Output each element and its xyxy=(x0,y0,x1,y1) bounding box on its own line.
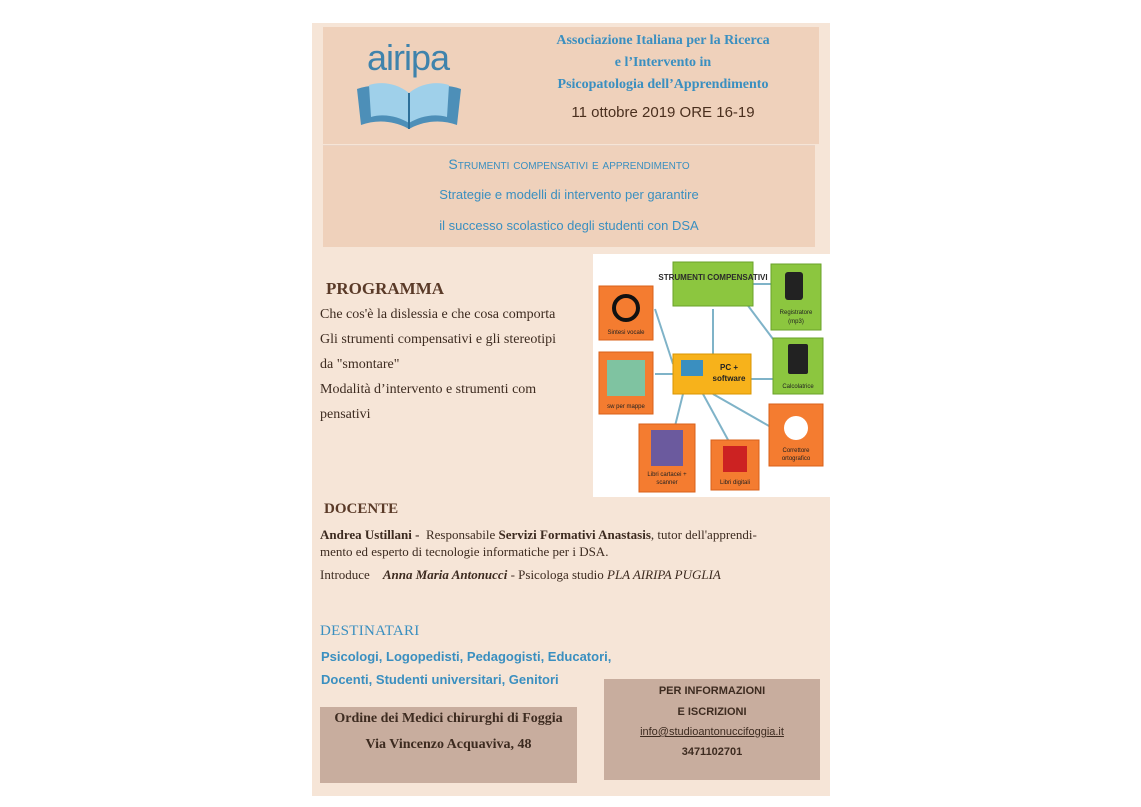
info-phone: 3471102701 xyxy=(681,746,743,758)
svg-text:STRUMENTI COMPENSATIVI xyxy=(658,273,767,282)
destinatari-line-1: Psicologi, Logopedisti, Pedagogisti, Educatori, xyxy=(321,649,612,664)
pc-label-1: PC + xyxy=(719,363,739,372)
correttore-label-2: ortografico xyxy=(781,456,811,462)
books-icon xyxy=(651,430,683,466)
assoc-line-3: Psicopatologia dell’Apprendimento xyxy=(557,77,769,92)
programma-line: Modalità d’intervento e strumenti com xyxy=(320,382,537,397)
correttore-label: Correttore xyxy=(782,448,810,454)
pc-monitor-icon xyxy=(681,360,703,376)
info-box xyxy=(604,679,820,780)
docente-role-pre: Responsabile xyxy=(425,527,496,542)
libri-label: Libri cartacei + xyxy=(647,472,687,478)
assoc-line-1: Associazione Italiana per la Ricerca xyxy=(556,33,770,48)
flyer xyxy=(312,23,830,796)
sintesi-label: Sintesi vocale xyxy=(607,330,645,336)
mp3-player-icon xyxy=(785,272,803,300)
assoc-line-2: e l’Intervento in xyxy=(614,55,712,70)
registratore-label: Registratore xyxy=(779,310,813,316)
destinatari-heading: DESTINATARI xyxy=(320,623,420,639)
subtitle-line-2: Strategie e modelli di intervento per garantire xyxy=(439,187,699,202)
event-date: 11 ottobre 2019 ORE 16-19 xyxy=(571,104,755,121)
introduce-line xyxy=(320,567,721,583)
spellcheck-icon xyxy=(784,416,808,440)
pc-label-2: software xyxy=(712,374,746,383)
intro-studio: PLA AIRIPA PUGLIA xyxy=(607,567,721,582)
docente-line-1 xyxy=(320,527,757,543)
docente-org: Servizi Formativi Anastasis xyxy=(498,527,651,542)
registratore-label-2: (mp3) xyxy=(788,319,804,325)
docente-role-post: , tutor dell'apprendi- xyxy=(650,527,757,542)
calculator-icon xyxy=(788,344,808,374)
open-book-icon xyxy=(353,77,465,131)
pdf-icon xyxy=(723,446,747,472)
info-line-1: PER INFORMAZIONI xyxy=(658,685,766,697)
programma-line: Che cos'è la dislessia e che cosa comporta xyxy=(320,307,556,322)
programma-line: da "smontare" xyxy=(320,357,400,372)
intro-role: - Psicologa studio xyxy=(507,567,607,582)
venue-line-1: Ordine dei Medici chirurghi di Foggia xyxy=(334,711,563,726)
subtitle-title: Strumenti compensativi e apprendimento xyxy=(448,156,690,172)
compensatory-tools-diagram xyxy=(593,254,830,497)
programma-heading: PROGRAMMA xyxy=(326,279,445,298)
mappe-label: sw per mappe xyxy=(607,404,645,410)
info-line-2: E ISCRIZIONI xyxy=(677,706,747,718)
airipa-logo: airipa xyxy=(367,37,450,78)
subtitle-line-3: il successo scolastico degli studenti con DSA xyxy=(439,218,699,233)
map-icon xyxy=(607,360,645,396)
subtitle-box xyxy=(323,145,815,247)
venue-line-2: Via Vincenzo Acquaviva, 48 xyxy=(365,737,532,752)
info-email-link[interactable]: info@studioantonuccifoggia.it xyxy=(640,726,784,738)
intro-name: Anna Maria Antonucci xyxy=(382,567,508,582)
programma-line: pensativi xyxy=(320,407,371,422)
center-node xyxy=(673,262,753,306)
digitali-label: Libri digitali xyxy=(719,480,751,486)
docente-heading: DOCENTE xyxy=(324,501,399,517)
header-box xyxy=(323,27,819,144)
docente-name: Andrea Ustillani - xyxy=(320,527,420,542)
docente-line-2: mento ed esperto di tecnologie informatiche per i DSA. xyxy=(320,544,609,559)
programma-line: Gli strumenti compensativi e gli stereotipi xyxy=(320,332,557,347)
venue-box xyxy=(320,707,577,783)
libri-label-2: scanner xyxy=(656,480,678,486)
destinatari-line-2: Docenti, Studenti universitari, Genitori xyxy=(321,672,559,687)
center-node-label: STRUMENTI COMPENSATIVI xyxy=(658,273,768,282)
calcolatrice-label: Calcolatrice xyxy=(782,384,814,390)
introduce-label: Introduce xyxy=(320,567,370,582)
